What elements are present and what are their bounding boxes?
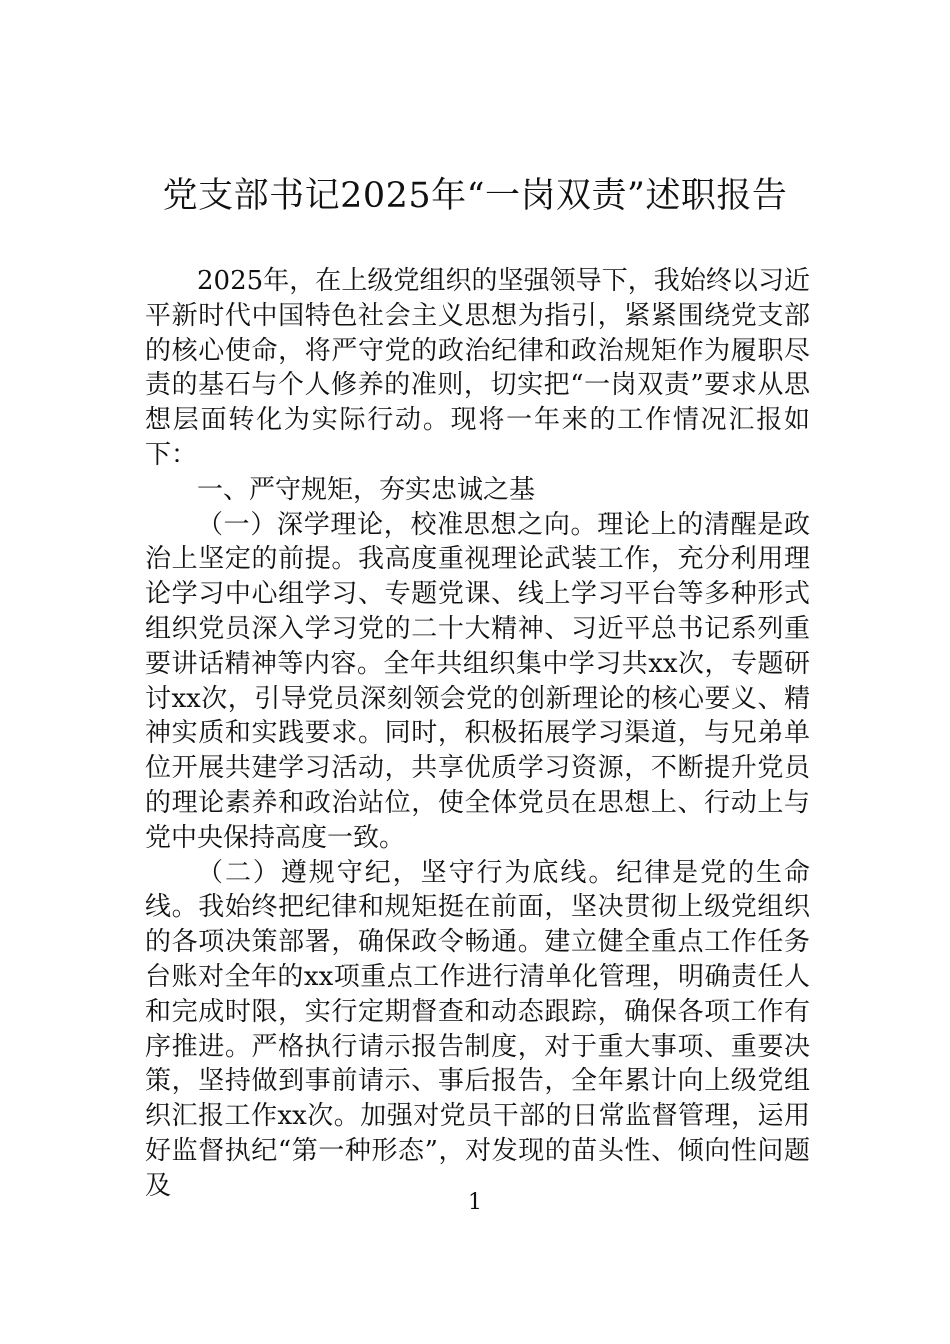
- paragraph-theory-study: （一）深学理论，校准思想之向。理论上的清醒是政治上坚定的前提。我高度重视理论武装工作，充分利用理论学习中心组学习、专题党课、线上学习平台等多种形式组织党员深入学习党的二十大精神、习近平总书记系列重要讲话精神等内容。全年共组织集中学习共xx次，专题研讨xx次，引导党员深刻领会党的创新理论的核心要义、精神实质和实践要求。同时，积极拓展学习渠道，与兄弟单位开展共建学习活动，共享优质学习资源，不断提升党员的理论素养和政治站位，使全体党员在思想上、行动上与党中央保持高度一致。: [145, 509, 810, 853]
- intro-paragraph: 2025年，在上级党组织的坚强领导下，我始终以习近平新时代中国特色社会主义思想为指引，紧紧围绕党支部的核心使命，将严守党的政治纪律和政治规矩作为履职尽责的基石与个人修养的准则，切实把“一岗双责”要求从思想层面转化为实际行动。现将一年来的工作情况汇报如下：: [145, 266, 810, 470]
- paragraph-discipline: （二）遵规守纪，坚守行为底线。纪律是党的生命线。我始终把纪律和规矩挺在前面，坚决贯彻上级党组织的各项决策部署，确保政令畅通。建立健全重点工作任务台账对全年的xx项重点工作进行清单化管理，明确责任人和完成时限，实行定期督查和动态跟踪，确保各项工作有序推进。严格执行请示报告制度，对于重大事项、重要决策，坚持做到事前请示、事后报告，全年累计向上级党组织汇报工作xx次。加强对党员干部的日常监督管理，运用好监督执纪“第一种形态”，对发现的苗头性、倾向性问题及: [145, 857, 810, 1201]
- section-heading: 一、严守规矩，夯实忠诚之基: [197, 474, 536, 505]
- document-body: [145, 264, 810, 1204]
- document-title: 党支部书记2025年“一岗双责”述职报告: [162, 176, 788, 216]
- page-number: 1: [468, 1190, 482, 1215]
